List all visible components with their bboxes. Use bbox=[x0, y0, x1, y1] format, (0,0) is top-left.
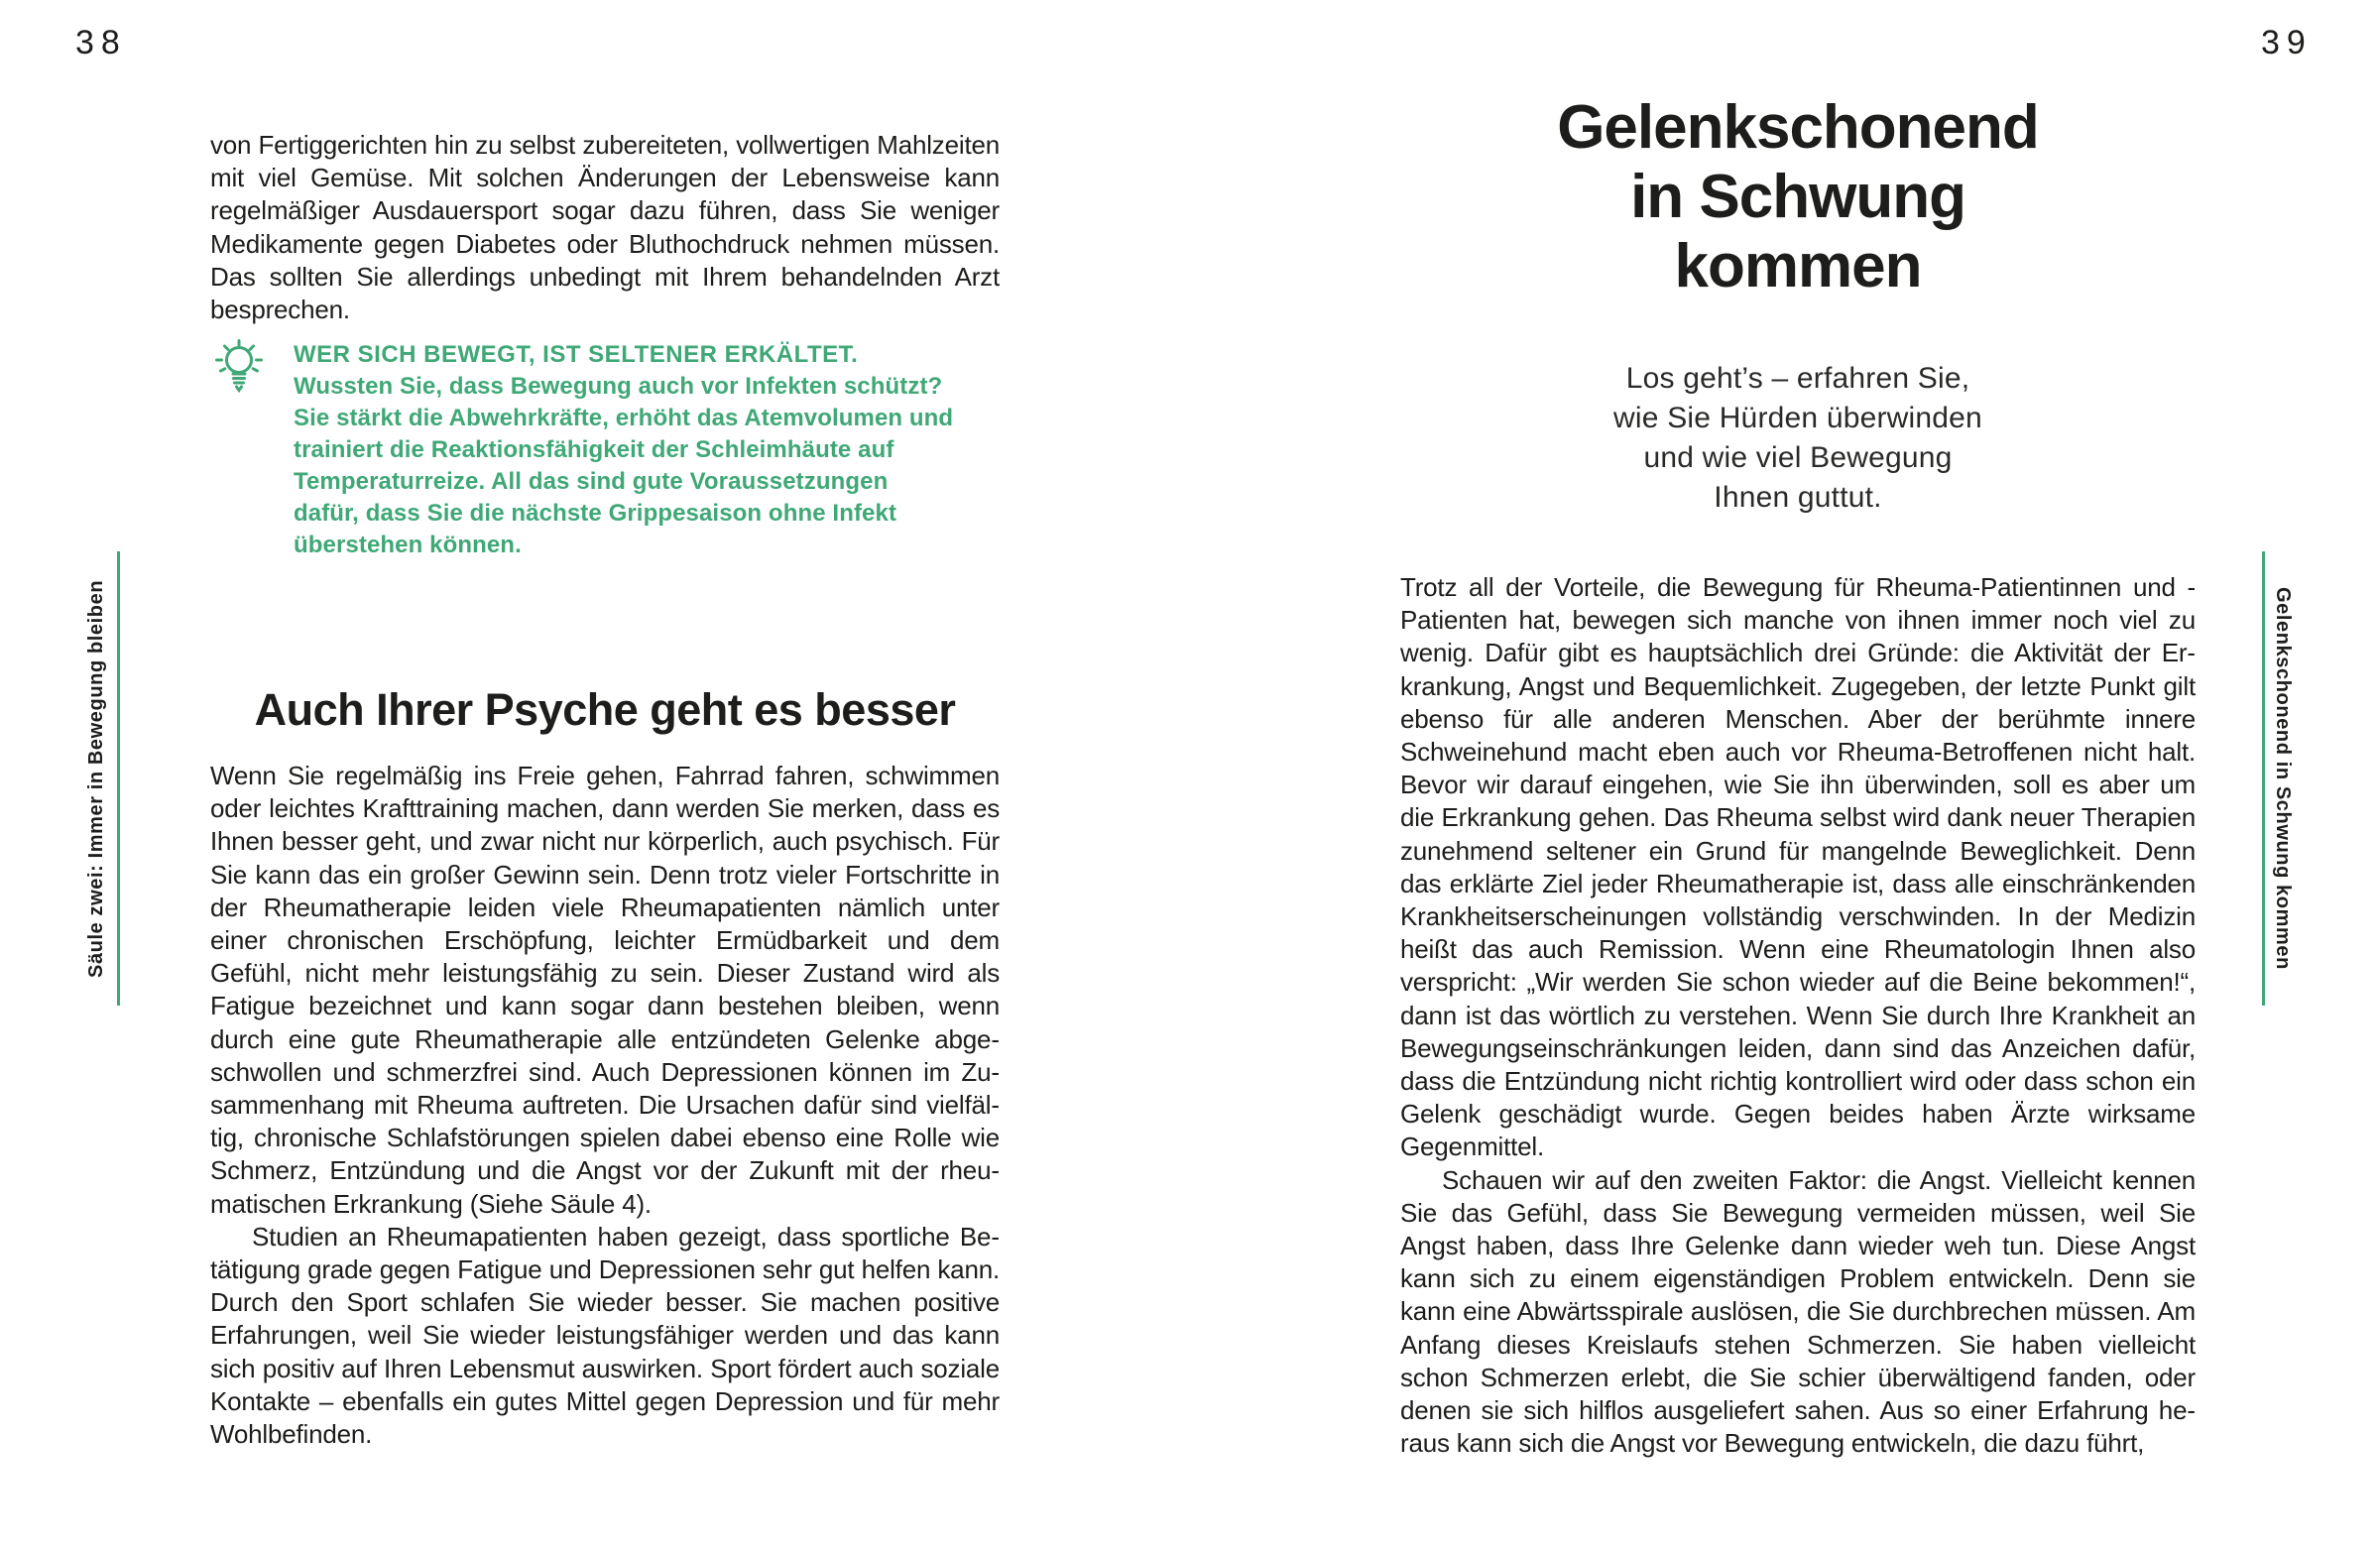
right-body-text bbox=[1400, 571, 2196, 1460]
sidebar-label-right: Gelenkschonend in Schwung kommen bbox=[2272, 587, 2294, 970]
right-page-column bbox=[1400, 0, 2196, 1551]
tip-box bbox=[210, 339, 960, 561]
body-paragraph: Trotz all der Vorteile, die Bewegung für Rheuma-Patientinnen und -Patienten hat, bewegen sich manche von ihnen immer noch viel zu wenig. Dafür gibt es hauptsächlich drei Gründe: die Aktivität der Erkrankung, Angst und Bequemlichkeit. Zugegeben, der letzte Punkt gilt ebenso für alle anderen Menschen. Aber der berühmte innere Schweinehund macht eben auch vor Rheuma-Betroffenen nicht halt. Bevor wir darauf eingehen, wie Sie ihn überwinden, soll es aber um die Erkrankung gehen. Das Rheuma selbst wird dank neuer Therapien zunehmend seltener ein Grund für mangelnde Beweglichkeit. Denn das erklärte Ziel jeder Rheumatherapie ist, dass alle einschränkenden Krankheitserscheinungen vollständig verschwinden. In der Medizin heißt das auch Remission. Wenn eine Rheumatologin Ihnen also verspricht: „Wir werden Sie schon wieder auf die Beine bekommen!“, dann ist das wörtlich zu verstehen. Wenn Sie durch Ihre Krankheit an Bewegungseinschränkungen leiden, dann sind das Anzeichen dafür, dass die Entzündung nicht richtig kontrolliert wird oder dass schon ein Gelenk geschädigt wurde. Gegen beides haben Ärzte wirksame Gegenmittel. bbox=[1400, 572, 2196, 1162]
chapter-title-line: Gelenkschonend bbox=[1557, 93, 2039, 162]
page-number-right: 39 bbox=[2261, 24, 2313, 61]
lightbulb-icon bbox=[210, 339, 294, 404]
intro-paragraph: von Fertiggerichten hin zu selbst zubereiteten, vollwertigen Mahlzeiten mit viel Gemüse. Mit solchen Änderungen der Lebensweise kann regelmäßiger Ausdauersport sogar dazu führen, dass Sie weniger Medikamente gegen Diabetes oder Bluthochdruck nehmen müssen. Das sollten Sie allerdings unbedingt mit Ihrem behandelnden Arzt besprechen. bbox=[210, 130, 1000, 325]
sidebar-rule-left bbox=[117, 551, 120, 1006]
sidebar-rule-right bbox=[2262, 551, 2265, 1006]
body-paragraph: Wenn Sie regelmäßig ins Freie gehen, Fahrrad fahren, schwimmen oder leichtes Krafttraining machen, dann werden Sie merken, dass es Ihnen besser geht, und zwar nicht nur körperlich, auch psychisch. Für Sie kann das ein großer Gewinn sein. Denn trotz vieler Fortschritte in der Rheumatherapie leiden viele Rheumapatienten nämlich unter einer chronischen Erschöpfung, leichter Ermüdbarkeit und dem Gefühl, nicht mehr leistungsfähig zu sein. Dieser Zustand wird als Fatigue bezeichnet und kann sogar dann bestehen bleiben, wenn durch eine gute Rheumatherapie alle entzündeten Gelenke abgeschwollen und schmerzfrei sind. Auch Depressionen können im Zusammenhang mit Rheuma auftreten. Die Ursachen dafür sind vielfältig, chronische Schlafstörungen spielen dabei ebenso eine Rolle wie Schmerz, Entzündung und die Angst vor der Zukunft mit der rheumatischen Erkrankung (Siehe Säule 4). bbox=[210, 761, 1000, 1219]
left-body-text bbox=[210, 760, 1000, 1451]
chapter-title bbox=[1400, 93, 2196, 301]
tip-body: Wussten Sie, dass Bewegung auch vor Infekten schützt? Sie stärkt die Abwehrkräfte, erhöht das Atemvolumen und trainiert die Reaktionsfähigkeit der Schleimhäute auf Temperaturreize. All das sind gute Voraussetzungen dafür, dass Sie die nächste Grippesaison ohne Infekt überstehen können. bbox=[294, 373, 954, 558]
sidebar-label-left: Säule zwei: Immer in Bewegung bleiben bbox=[85, 579, 107, 978]
tip-lead: WER SICH BEWEGT, IST SELTENER ERKÄLTET. bbox=[294, 341, 859, 368]
body-paragraph: Studien an Rheumapatienten haben gezeigt, dass sportliche Betätigung grade gegen Fatigue und Depressionen sehr gut helfen kann. Durch den Sport schlafen Sie wieder besser. Sie machen positive Erfahrungen, weil Sie wieder leistungsfähiger werden und das kann sich positiv auf Ihren Lebensmut auswirken. Sport fördert auch soziale Kontakte – ebenfalls ein gutes Mittel gegen Depression und für mehr Wohlbefinden. bbox=[210, 1221, 1000, 1450]
chapter-title-line: in Schwung bbox=[1630, 163, 1965, 231]
tip-text bbox=[294, 339, 960, 561]
chapter-subtitle-line: und wie viel Bewegung bbox=[1643, 441, 1953, 474]
left-page-column bbox=[210, 0, 1000, 1551]
body-paragraph: Schauen wir auf den zweiten Faktor: die Angst. Vielleicht kennen Sie das Gefühl, dass Sie Bewegung vermeiden müssen, weil Sie Angst haben, dass Ihre Gelenke dann wieder weh tun. Diese Angst kann sich zu einem eigenständigen Problem entwickeln. Denn sie kann eine Abwärtsspirale auslösen, die Sie durchbrechen müssen. Am Anfang dieses Kreislaufs stehen Schmerzen. Sie haben vielleicht schon Schmerzen erlebt, die Sie schier überwältigend fanden, oder denen sie sich hilflos ausgeliefert sahen. Aus so einer Erfahrung heraus kann sich die Angst vor Bewegung entwickeln, die dazu führt, bbox=[1400, 1164, 2196, 1459]
chapter-subtitle-line: Ihnen guttut. bbox=[1714, 481, 1882, 514]
chapter-title-line: kommen bbox=[1674, 232, 1922, 300]
chapter-subtitle bbox=[1400, 359, 2196, 518]
chapter-subtitle-line: Los geht’s – erfahren Sie, bbox=[1625, 362, 1970, 395]
chapter-subtitle-line: wie Sie Hürden überwinden bbox=[1613, 402, 1982, 434]
page-number-left: 38 bbox=[75, 24, 127, 61]
section-heading: Auch Ihrer Psyche geht es besser bbox=[254, 684, 956, 735]
